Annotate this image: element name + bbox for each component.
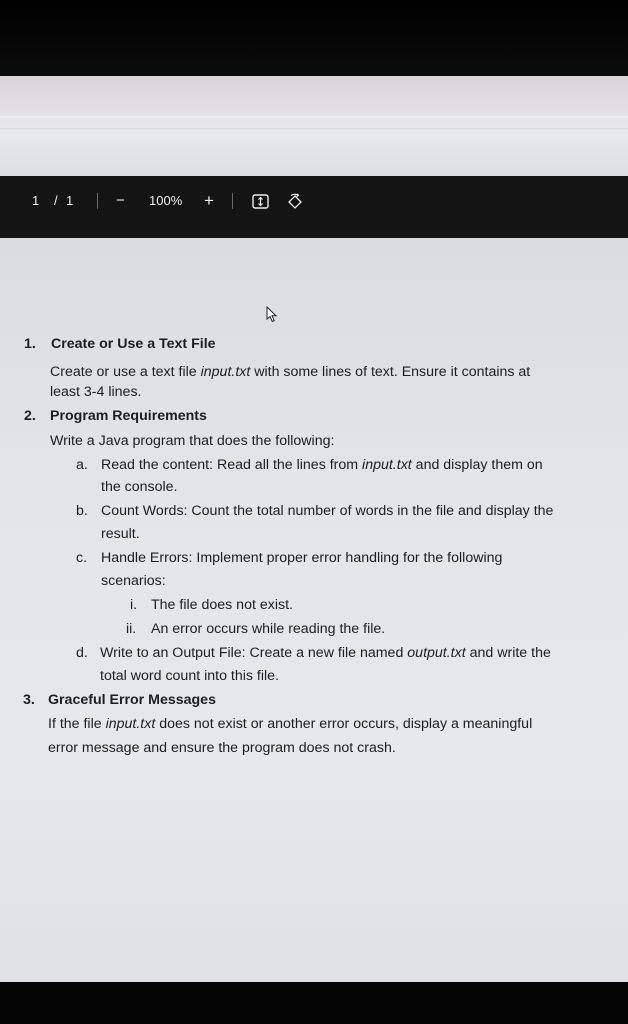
item-2c-line-2: scenarios: [101,573,166,589]
item-2c-line-1: Handle Errors: Implement proper error handling for the following [101,550,503,566]
pdf-toolbar [0,176,628,238]
mouse-pointer-icon [266,306,278,328]
page-number-input[interactable]: 1 [32,193,40,208]
item-2c-i-label: i. [130,597,138,613]
item-2d-line-1: Write to an Output File: Create a new file named output.txt and write the [100,645,551,661]
item-2-number: 2. [24,408,36,424]
page-total: 1 [66,193,74,208]
item-2a-line-2: the console. [101,479,178,495]
item-2c-i-text: The file does not exist. [151,597,293,613]
item-3-line-1: If the file input.txt does not exist or another error occurs, display a meaningful [48,716,533,732]
item-2d-line-2: total word count into this file. [100,668,280,684]
item-2b-line-2: result. [101,526,140,542]
chrome-divider [0,128,628,129]
browser-chrome-area [0,76,628,176]
filename-output: output.txt [407,645,466,661]
filename-input: input.txt [200,364,251,380]
toolbar-divider [232,193,233,209]
screen-bezel-bottom [0,982,628,1024]
screen-bezel-top [0,0,628,76]
item-3-number: 3. [23,692,35,708]
item-1-number: 1. [24,336,36,352]
zoom-level[interactable]: 100% [149,193,183,208]
fit-page-icon[interactable] [252,194,269,214]
item-2a-label: a. [76,457,88,473]
item-2b-line-1: Count Words: Count the total number of words in the file and display the [101,503,554,519]
item-3-line-2: error message and ensure the program does not crash. [48,740,396,756]
item-2d-label: d. [76,645,88,661]
item-2c-label: c. [76,550,88,566]
item-2c-ii-label: ii. [126,621,137,637]
rotate-icon[interactable] [286,193,304,216]
item-2-heading: Program Requirements [50,408,207,424]
pdf-page [0,238,628,982]
filename-input: input.txt [362,457,412,473]
item-2-intro: Write a Java program that does the following: [50,433,335,449]
item-1-line-1: Create or use a text file input.txt with some lines of text. Ensure it contains at [50,364,531,380]
item-2c-ii-text: An error occurs while reading the file. [151,621,386,637]
chrome-highlight [0,116,628,118]
page-separator: / [54,193,58,208]
toolbar-divider [97,193,98,209]
zoom-out-button[interactable]: − [116,192,125,209]
item-2b-label: b. [76,503,88,519]
zoom-in-button[interactable]: + [204,191,214,210]
item-1-heading: Create or Use a Text File [51,336,216,352]
item-1-line-2: least 3-4 lines. [50,384,142,400]
filename-input: input.txt [105,716,156,732]
item-3-heading: Graceful Error Messages [48,692,216,708]
item-2a-line-1: Read the content: Read all the lines from input.txt and display them on [101,457,543,473]
